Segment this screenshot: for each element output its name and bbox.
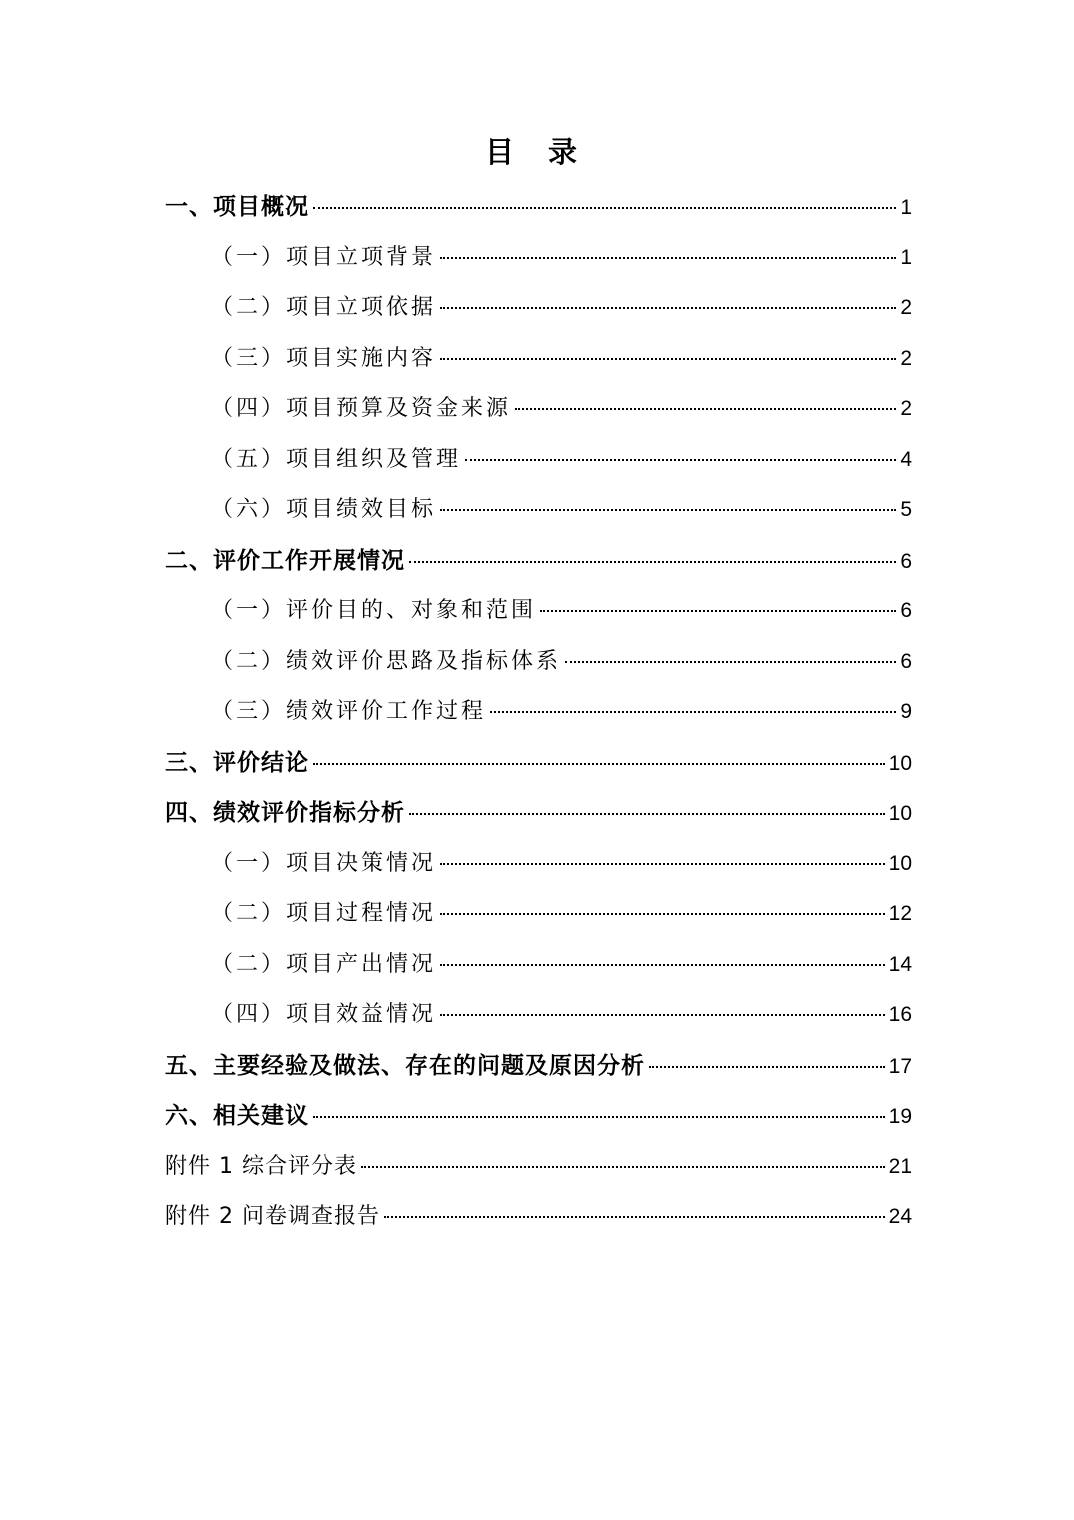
dot-leader: [515, 408, 896, 410]
dot-leader: [440, 358, 896, 360]
toc-entry-title: （六）项目绩效目标: [211, 497, 437, 522]
toc-entry[interactable]: [165, 334, 912, 385]
toc-entry-title: （一）评价目的、对象和范围: [211, 598, 537, 623]
toc-page-number: 1: [900, 245, 912, 269]
dot-leader: [490, 711, 896, 713]
dot-leader: [440, 307, 896, 309]
toc-page-number: 16: [888, 1003, 912, 1026]
toc-entry[interactable]: [165, 1041, 912, 1092]
dot-leader: [649, 1066, 885, 1068]
toc-page-number: 12: [888, 902, 912, 925]
dot-leader: [440, 1014, 885, 1016]
toc-page-number: 17: [888, 1054, 912, 1078]
toc-entry[interactable]: [165, 940, 912, 991]
toc-page-number: 9: [900, 700, 912, 723]
toc-entry[interactable]: [165, 1192, 912, 1243]
dot-leader: [384, 1216, 885, 1218]
dot-leader: [565, 661, 896, 663]
toc-page-number: 1: [900, 196, 912, 219]
toc-entry-title: （一）项目立项背景: [211, 244, 437, 270]
dot-leader: [409, 561, 896, 563]
toc-entry[interactable]: [165, 586, 912, 637]
table-of-contents: [165, 182, 912, 1243]
toc-entry-title: （三）绩效评价工作过程: [211, 699, 487, 724]
toc-entry[interactable]: [165, 687, 912, 738]
toc-entry[interactable]: [165, 283, 912, 334]
toc-page-number: 10: [888, 851, 912, 875]
dot-leader: [313, 763, 885, 765]
toc-page-number: 10: [888, 751, 912, 775]
toc-entry[interactable]: [165, 233, 912, 284]
toc-entry[interactable]: [165, 1091, 912, 1142]
toc-entry-title: （二）绩效评价思路及指标体系: [211, 648, 562, 674]
toc-entry[interactable]: [165, 738, 912, 789]
toc-entry[interactable]: [165, 637, 912, 688]
toc-entry-title: （二）项目立项依据: [211, 295, 437, 320]
toc-entry[interactable]: [165, 839, 912, 890]
toc-entry[interactable]: [165, 485, 912, 536]
toc-entry[interactable]: [165, 889, 912, 940]
toc-page-number: 21: [888, 1154, 912, 1178]
toc-page-number: 2: [900, 296, 912, 319]
toc-entry[interactable]: [165, 435, 912, 486]
toc-page-number: 14: [888, 952, 912, 976]
toc-entry[interactable]: [165, 536, 912, 587]
toc-entry-title: 一、项目概况: [165, 194, 309, 220]
toc-entry-title: （三）项目实施内容: [211, 345, 437, 371]
toc-page-number: 19: [888, 1105, 912, 1128]
toc-entry-title: （四）项目预算及资金来源: [211, 396, 512, 421]
toc-page-number: 10: [888, 802, 912, 825]
toc-entry-title: 三、评价结论: [165, 749, 309, 776]
dot-leader: [540, 610, 896, 612]
toc-entry-title: 五、主要经验及做法、存在的问题及原因分析: [165, 1052, 645, 1079]
dot-leader: [313, 1116, 885, 1118]
dot-leader: [440, 257, 896, 259]
toc-page-number: 24: [888, 1205, 912, 1228]
toc-page-number: 2: [900, 397, 912, 420]
toc-page-number: 6: [900, 599, 912, 622]
toc-entry-title: 二、评价工作开展情况: [165, 547, 405, 574]
toc-page-number: 6: [900, 649, 912, 673]
toc-entry-title: 附件 1 综合评分表: [165, 1153, 357, 1179]
toc-entry-title: （二）项目产出情况: [211, 951, 437, 977]
toc-entry-title: 四、绩效评价指标分析: [165, 800, 405, 826]
toc-entry-title: （五）项目组织及管理: [211, 446, 462, 472]
dot-leader: [409, 813, 885, 815]
toc-page-number: 5: [900, 498, 912, 521]
dot-leader: [440, 913, 885, 915]
dot-leader: [440, 509, 896, 511]
toc-page-number: 4: [900, 447, 912, 471]
toc-entry-title: 附件 2 问卷调查报告: [165, 1204, 380, 1229]
dot-leader: [465, 459, 896, 461]
toc-entry-title: （一）项目决策情况: [211, 850, 437, 876]
toc-entry[interactable]: [165, 384, 912, 435]
toc-entry[interactable]: [165, 1142, 912, 1193]
dot-leader: [440, 964, 885, 966]
toc-entry-title: （四）项目效益情况: [211, 1002, 437, 1027]
page-title: 目 录: [484, 135, 590, 169]
toc-page-number: 6: [900, 549, 912, 573]
toc-entry-title: （二）项目过程情况: [211, 901, 437, 926]
dot-leader: [361, 1166, 885, 1168]
toc-entry-title: 六、相关建议: [165, 1103, 309, 1129]
toc-entry[interactable]: [165, 182, 912, 233]
toc-entry[interactable]: [165, 788, 912, 839]
dot-leader: [313, 207, 896, 209]
dot-leader: [440, 863, 885, 865]
toc-page-number: 2: [900, 346, 912, 370]
toc-entry[interactable]: [165, 990, 912, 1041]
